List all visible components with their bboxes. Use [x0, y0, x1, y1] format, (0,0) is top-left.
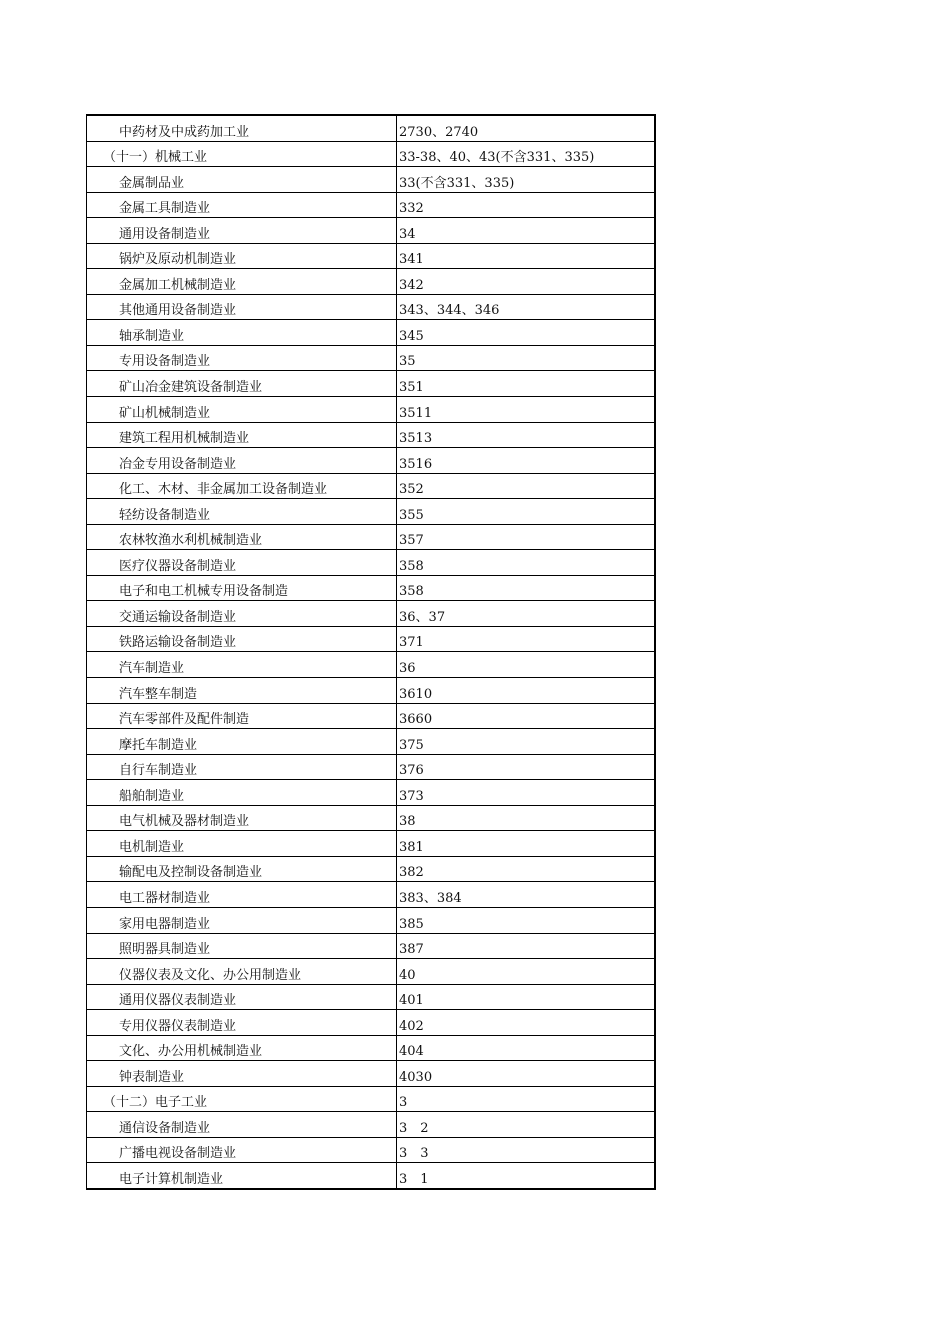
industry-name-cell: 输配电及控制设备制造业	[87, 856, 397, 882]
table-row	[87, 269, 656, 295]
table-row	[87, 550, 656, 576]
industry-name-cell: 矿山冶金建筑设备制造业	[87, 371, 397, 397]
table-row	[87, 805, 656, 831]
table-row	[87, 831, 656, 857]
industry-code-cell: 36、37	[397, 601, 656, 627]
table-row	[87, 473, 656, 499]
table-row	[87, 601, 656, 627]
industry-name-cell: 专用设备制造业	[87, 345, 397, 371]
industry-code-cell: 357	[397, 524, 656, 550]
industry-name-cell: 金属制品业	[87, 167, 397, 193]
industry-code-cell: 3 3	[397, 1137, 656, 1163]
industry-code-cell: 351	[397, 371, 656, 397]
industry-name-cell: 建筑工程用机械制造业	[87, 422, 397, 448]
table-row	[87, 882, 656, 908]
industry-code-cell: 34	[397, 218, 656, 244]
industry-name-cell: 电子和电工机械专用设备制造	[87, 575, 397, 601]
industry-code-cell: 3 1	[397, 1163, 656, 1189]
industry-code-table-container	[86, 114, 656, 1190]
industry-code-cell: 404	[397, 1035, 656, 1061]
industry-code-cell: 342	[397, 269, 656, 295]
industry-code-cell: 3513	[397, 422, 656, 448]
industry-name-cell: 专用仪器仪表制造业	[87, 1010, 397, 1036]
table-row	[87, 959, 656, 985]
industry-name-cell: 通信设备制造业	[87, 1112, 397, 1138]
table-row	[87, 1137, 656, 1163]
industry-name-cell: 冶金专用设备制造业	[87, 448, 397, 474]
industry-code-cell: 38	[397, 805, 656, 831]
industry-name-cell: 电机制造业	[87, 831, 397, 857]
industry-code-cell: 33(不含331、335)	[397, 167, 656, 193]
table-row	[87, 933, 656, 959]
industry-name-cell: 钟表制造业	[87, 1061, 397, 1087]
industry-code-cell: 35	[397, 345, 656, 371]
industry-name-cell: 汽车整车制造	[87, 678, 397, 704]
industry-name-cell: 轴承制造业	[87, 320, 397, 346]
table-row	[87, 1086, 656, 1112]
table-row	[87, 294, 656, 320]
table-row	[87, 320, 656, 346]
industry-name-cell: 电子计算机制造业	[87, 1163, 397, 1189]
industry-name-cell: （十二）电子工业	[87, 1086, 397, 1112]
industry-name-cell: 电工器材制造业	[87, 882, 397, 908]
table-row	[87, 754, 656, 780]
industry-code-cell: 376	[397, 754, 656, 780]
industry-name-cell: 其他通用设备制造业	[87, 294, 397, 320]
industry-name-cell: 汽车制造业	[87, 652, 397, 678]
table-row	[87, 167, 656, 193]
industry-code-cell: 3516	[397, 448, 656, 474]
industry-code-table	[86, 114, 656, 1190]
industry-code-cell: 3 2	[397, 1112, 656, 1138]
industry-name-cell: 化工、木材、非金属加工设备制造业	[87, 473, 397, 499]
table-row	[87, 984, 656, 1010]
table-row	[87, 1163, 656, 1189]
table-row	[87, 422, 656, 448]
table-row	[87, 575, 656, 601]
industry-code-cell: 343、344、346	[397, 294, 656, 320]
industry-code-cell: 3511	[397, 397, 656, 423]
industry-code-cell: 371	[397, 626, 656, 652]
industry-code-cell: 3660	[397, 703, 656, 729]
industry-name-cell: 交通运输设备制造业	[87, 601, 397, 627]
industry-code-cell: 3610	[397, 678, 656, 704]
industry-name-cell: 通用仪器仪表制造业	[87, 984, 397, 1010]
table-row	[87, 499, 656, 525]
table-row	[87, 115, 656, 141]
industry-code-cell: 355	[397, 499, 656, 525]
table-row	[87, 703, 656, 729]
table-row	[87, 371, 656, 397]
table-row	[87, 1061, 656, 1087]
industry-code-cell: 2730、2740	[397, 115, 656, 141]
industry-name-cell: 家用电器制造业	[87, 907, 397, 933]
industry-code-cell: 382	[397, 856, 656, 882]
industry-code-cell: 383、384	[397, 882, 656, 908]
table-row	[87, 524, 656, 550]
industry-code-cell: 401	[397, 984, 656, 1010]
table-row	[87, 1010, 656, 1036]
industry-code-cell: 4030	[397, 1061, 656, 1087]
industry-name-cell: 轻纺设备制造业	[87, 499, 397, 525]
table-row	[87, 678, 656, 704]
industry-name-cell: 中药材及中成药加工业	[87, 115, 397, 141]
table-row	[87, 448, 656, 474]
industry-name-cell: 农林牧渔水利机械制造业	[87, 524, 397, 550]
table-row	[87, 345, 656, 371]
industry-name-cell: 摩托车制造业	[87, 729, 397, 755]
table-row	[87, 780, 656, 806]
industry-name-cell: 汽车零部件及配件制造	[87, 703, 397, 729]
industry-code-cell: 381	[397, 831, 656, 857]
industry-code-cell: 358	[397, 575, 656, 601]
industry-code-cell: 385	[397, 907, 656, 933]
industry-code-cell: 373	[397, 780, 656, 806]
industry-name-cell: 锅炉及原动机制造业	[87, 243, 397, 269]
table-row	[87, 856, 656, 882]
table-row	[87, 218, 656, 244]
industry-code-cell: 375	[397, 729, 656, 755]
table-row	[87, 1035, 656, 1061]
table-row	[87, 652, 656, 678]
table-row	[87, 141, 656, 167]
industry-name-cell: 广播电视设备制造业	[87, 1137, 397, 1163]
table-row	[87, 907, 656, 933]
industry-code-cell: 402	[397, 1010, 656, 1036]
table-row	[87, 243, 656, 269]
industry-name-cell: 电气机械及器材制造业	[87, 805, 397, 831]
table-row	[87, 192, 656, 218]
industry-code-cell: 352	[397, 473, 656, 499]
table-row	[87, 626, 656, 652]
industry-name-cell: 金属加工机械制造业	[87, 269, 397, 295]
table-row	[87, 1112, 656, 1138]
industry-code-cell: 3	[397, 1086, 656, 1112]
industry-code-cell: 332	[397, 192, 656, 218]
industry-name-cell: 铁路运输设备制造业	[87, 626, 397, 652]
industry-name-cell: 文化、办公用机械制造业	[87, 1035, 397, 1061]
industry-code-cell: 358	[397, 550, 656, 576]
industry-name-cell: 船舶制造业	[87, 780, 397, 806]
industry-name-cell: 医疗仪器设备制造业	[87, 550, 397, 576]
industry-code-cell: 345	[397, 320, 656, 346]
industry-name-cell: 照明器具制造业	[87, 933, 397, 959]
industry-name-cell: （十一）机械工业	[87, 141, 397, 167]
table-row	[87, 729, 656, 755]
industry-name-cell: 矿山机械制造业	[87, 397, 397, 423]
industry-code-cell: 40	[397, 959, 656, 985]
industry-code-cell: 33-38、40、43(不含331、335)	[397, 141, 656, 167]
industry-name-cell: 仪器仪表及文化、办公用制造业	[87, 959, 397, 985]
industry-name-cell: 金属工具制造业	[87, 192, 397, 218]
table-row	[87, 397, 656, 423]
table-body	[87, 115, 656, 1189]
industry-code-cell: 36	[397, 652, 656, 678]
industry-name-cell: 自行车制造业	[87, 754, 397, 780]
industry-code-cell: 341	[397, 243, 656, 269]
industry-name-cell: 通用设备制造业	[87, 218, 397, 244]
industry-code-cell: 387	[397, 933, 656, 959]
